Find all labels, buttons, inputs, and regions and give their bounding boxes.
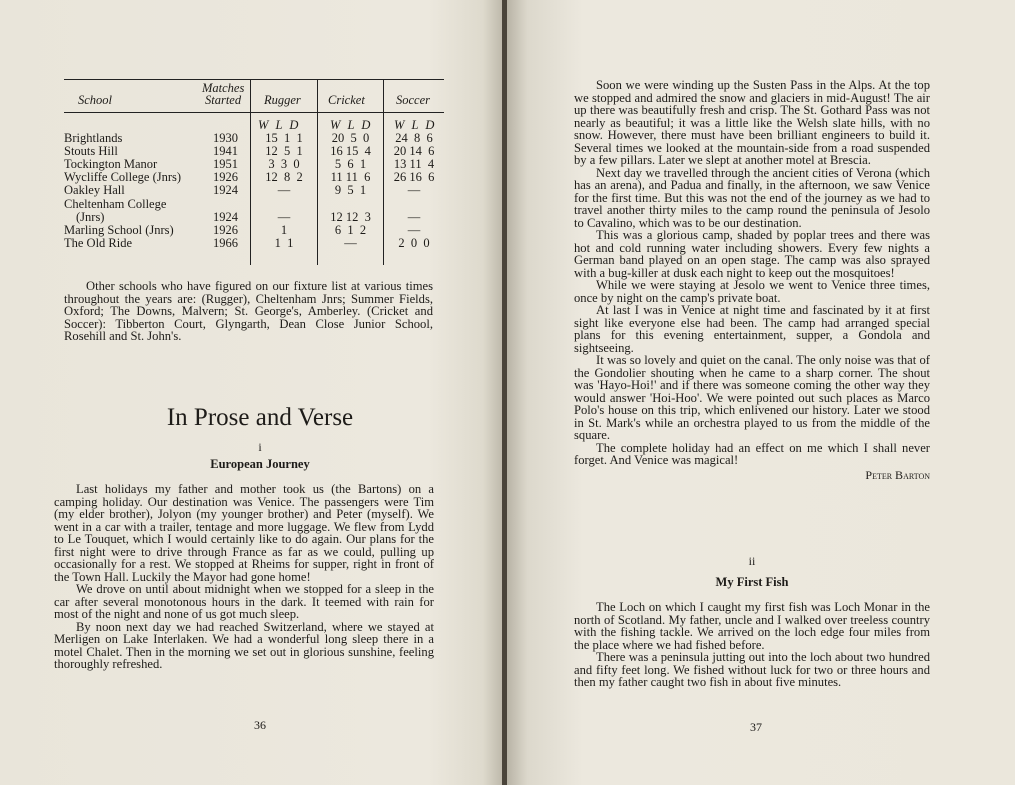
page-number: 36	[254, 718, 266, 732]
table-cell-rugger: —	[277, 183, 291, 198]
paragraph: This was a glorious camp, shaded by poplar trees and there was hot and cold running water including showers. Every few nights a German band played on an open stage. The camp was also sprayed with a bug-killer at dusk each night to keep out the mosquitoes!	[574, 228, 930, 280]
table-cell-year: 1926	[213, 222, 238, 237]
paragraph: We drove on until about midnight when we stopped for a sleep in the car after several monotonous hours in the dark. It teemed with rain for most of the night and none of us got much sleep.	[54, 582, 434, 621]
header-cricket: Cricket	[328, 93, 365, 107]
left-page	[0, 0, 503, 785]
table-cell-year: 1941	[213, 144, 238, 159]
table-cell-year: 1924	[213, 209, 238, 224]
paragraph: Soon we were winding up the Susten Pass in the Alps. At the top we stopped and admired the snow and glaciers in mid-August! The air up there was beautifully fresh and crisp. The St. Gothard Pass was not nearly as beautiful; it was a little like the Welsh slate hills, with no snow. However, there must have been brilliant engineers to build it. Several times we looked at the mountain-side from a road suspended by a few pillars. Later we slept at another motel at Brescia.	[574, 78, 930, 167]
table-cell-soccer: 13 11 4	[393, 157, 435, 172]
paragraph: It was so lovely and quiet on the canal. The only noise was that of the Gondolier shouting when he came to a sharp corner. The shout was 'Hayo-Hoi!' and if there was someone coming the other way they would answer 'Hoi-Hoo'. We were pointed out such places as Marco Polo's house on this trip, which enlivened our history. Later we stood in St. Mark's while an orchestra played to us from the middle of the square.	[574, 353, 930, 442]
table-cell-rugger: —	[277, 209, 291, 224]
table-cell-rugger: 1 1	[274, 235, 294, 250]
other-schools-text: Other schools who have figured on our fixture list at various times throughout the years are: (Rugger), Cheltenham Jnrs; Summer Fields, Oxford; The Downs, Malvern; St. George's, Amberley. (Cricket and Soccer): Tibberton Court, Glyngarth, Dean Close Junior School, Rosehill and St. John's.	[64, 279, 433, 343]
table-cell-soccer: —	[407, 209, 421, 224]
table-cell-year: 1926	[213, 170, 238, 185]
other-schools-paragraph	[64, 280, 433, 343]
paragraph: There was a peninsula jutting out into the loch about two hundred and fifty feet long. We fished without luck for two or three hours and then my father caught two fish in about five minutes.	[574, 650, 930, 689]
table-cell-school: Marling School (Jnrs)	[64, 222, 174, 237]
table-cell-school: The Old Ride	[64, 235, 133, 250]
fixtures-table	[64, 79, 444, 269]
piece-number: ii	[748, 554, 756, 568]
table-cell-year: 1930	[213, 131, 238, 145]
table-cell-cricket: 6 1 2	[334, 222, 367, 237]
wld-label: W L D	[330, 118, 371, 132]
table-cell-school: Cheltenham College	[64, 196, 167, 211]
journey-text-right	[574, 79, 930, 481]
piece-title: My First Fish	[715, 575, 789, 589]
header-matches: Matches	[202, 81, 245, 95]
table-cell-cricket: 11 11 6	[330, 170, 371, 185]
table-cell-rugger: 12 8 2	[265, 170, 303, 185]
table-cell-rugger: 12 5 1	[265, 144, 303, 159]
table-cell-soccer: —	[407, 183, 421, 198]
header-school: School	[78, 93, 113, 107]
table-cell-cricket: 12 12 3	[330, 209, 371, 224]
table-cell-rugger: 15 1 1	[265, 131, 303, 145]
table-cell-soccer: 24 8 6	[395, 131, 433, 145]
paragraph: While we were staying at Jesolo we went to Venice three times, once by night on the camp's private boat.	[574, 278, 930, 305]
table-cell-cricket: 20 5 0	[331, 131, 370, 145]
header-started: Started	[205, 93, 242, 107]
paragraph: Next day we travelled through the ancient cities of Verona (which has an arena), and Padua and finally, in the afternoon, we saw Venice for the first time. But this was not the end of the journey as we had to travel another thirty miles to the camp round the peninsula of Jesolo to Cavalino, which was to be our destination.	[574, 165, 930, 230]
author-signature: Peter Barton	[865, 467, 930, 482]
right-page	[507, 0, 1015, 785]
table-cell-year: 1924	[213, 183, 238, 198]
paragraph: By noon next day we had reached Switzerland, where we stayed at Merligen on Lake Interlaken. We had a wonderful long sleep there in a motel Chalet. Then in the morning we set out in glorious sunshine, feeling thoroughly refreshed.	[54, 619, 434, 671]
table-cell-cricket: 9 5 1	[334, 183, 367, 198]
paragraph: Last holidays my father and mother took us (the Bartons) on a camping holiday. Our destination was Venice. The passengers were Tim (my elder brother), Jolyon (my younger brother) and Peter (myself). We went in a car with a trailer, tentage and more luggage. We flew from Lydd to Le Touquet, which I would certainly like to do again. Our plans for the first night were to drive through France as far as we could, pulling up occasionally for a rest. We stopped at Rheims for supper, right in front of the Town Hall. Luckily the Mayor had gone home!	[54, 482, 434, 584]
table-header-rule	[64, 112, 444, 113]
table-cell-rugger: 3 3 0	[268, 157, 300, 172]
header-soccer: Soccer	[396, 93, 431, 107]
table-cell-cricket: 5 6 1	[334, 157, 367, 172]
table-cell-soccer: 20 14 6	[393, 144, 435, 159]
piece-title: European Journey	[210, 457, 310, 471]
table-top-rule	[64, 79, 444, 80]
table-cell-rugger: 1	[280, 222, 288, 237]
wld-label: W L D	[394, 118, 435, 132]
table-cell-soccer: 26 16 6	[393, 170, 435, 185]
table-cell-cricket: —	[344, 235, 357, 250]
table-cell-school: Oakley Hall	[64, 183, 125, 198]
table-cell-soccer: —	[407, 222, 421, 237]
piece-number: i	[258, 440, 262, 454]
header-rugger: Rugger	[264, 93, 301, 107]
table-cell-soccer: 2 0 0	[398, 235, 430, 250]
fish-text	[574, 601, 930, 689]
table-cell-year: 1951	[213, 157, 238, 172]
table-cell-school: (Jnrs)	[76, 209, 105, 224]
page-number: 37	[750, 720, 762, 734]
table-cell-school: Stouts Hill	[64, 144, 118, 159]
table-cell-cricket: 16 15 4	[330, 144, 371, 159]
table-cell-school: Wycliffe College (Jnrs)	[64, 170, 182, 185]
paragraph: The complete holiday had an effect on me which I shall never forget. And Venice was magical!	[574, 440, 930, 467]
wld-label: W L D	[258, 118, 299, 132]
journey-text-left	[54, 483, 434, 671]
section-title: In Prose and Verse	[166, 404, 354, 431]
table-cell-year: 1966	[213, 235, 238, 250]
paragraph: The Loch on which I caught my first fish was Loch Monar in the north of Scotland. My father, uncle and I walked over treeless country with the fishing tackle. We arrived on the loch edge four miles from the place where we had fished before.	[574, 600, 930, 652]
table-cell-school: Brightlands	[64, 131, 123, 145]
paragraph: At last I was in Venice at night time and fascinated by it at first sight like everyone else had been. The camp had arranged special plans for this evening entertainment, supper, a Gondola and sightseeing.	[574, 303, 930, 355]
table-cell-school: Tockington Manor	[64, 157, 158, 172]
